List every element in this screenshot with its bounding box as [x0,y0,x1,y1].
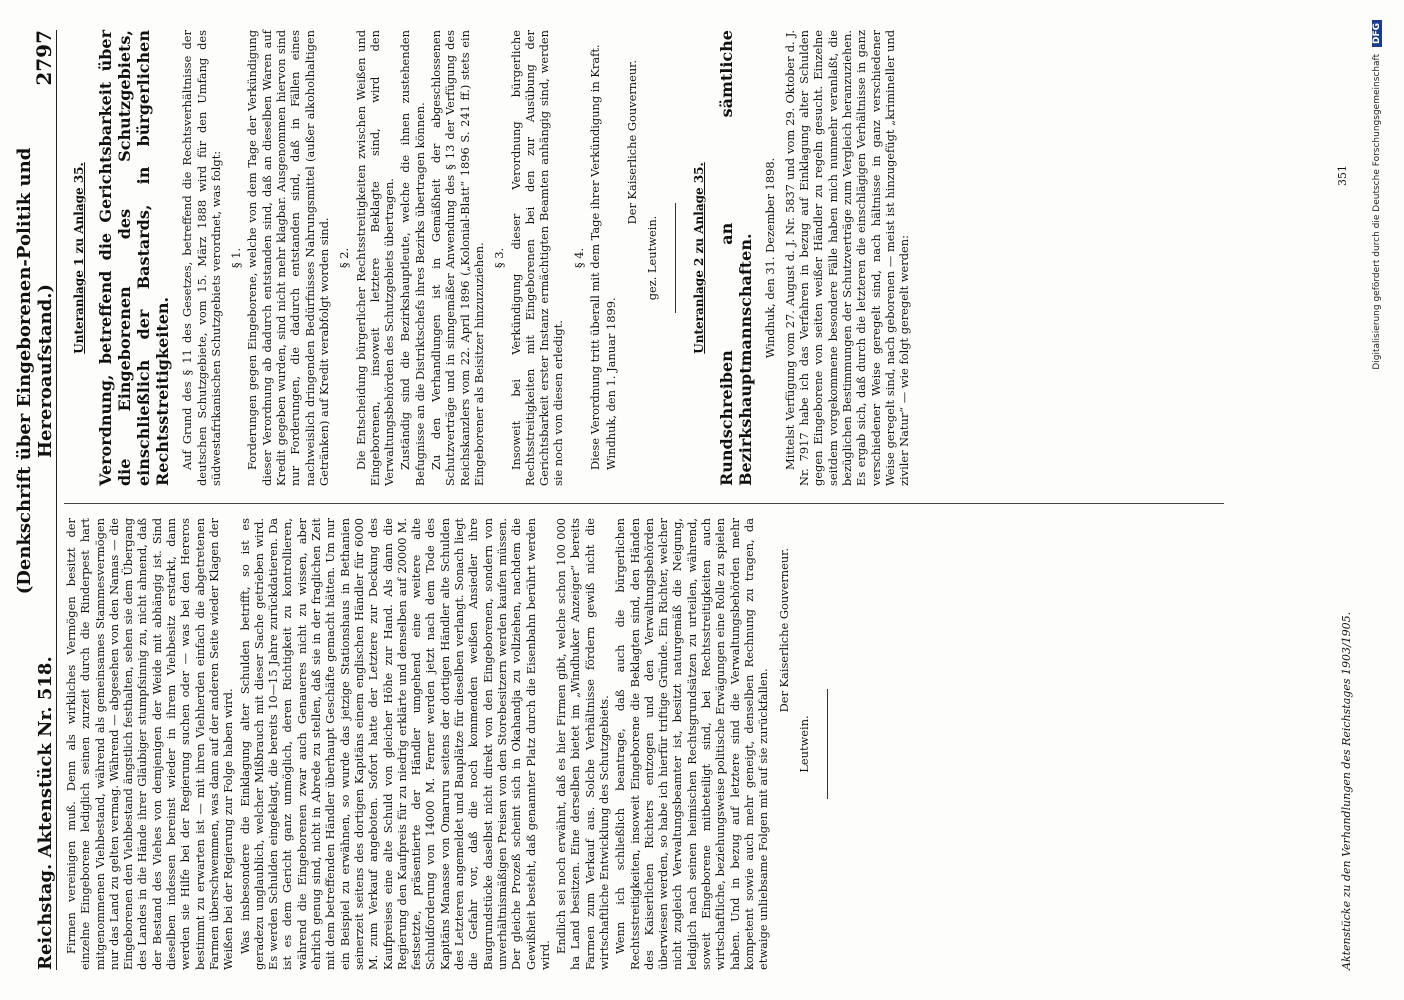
paragraph: Die Entscheidung bürgerlicher Rechtsstreitigkeiten zwischen Weißen und Eingeborenen, insoweit letztere Beklagte sind, wird den Verwaltungsbehörden des Schutzgebiets übertragen. [353,30,397,486]
left-column [64,518,844,970]
paragraph: Wenn ich schließlich beantrage, daß auch die bürgerlichen Rechtsstreitigkeiten, insoweit Eingeborene die Beklagten sind, den Händen des Kaiserlichen Richters entzogen und den Verwaltungsbehörden überwiesen werden, so habe ich hierfür triftige Gründe. Ein Richter, welcher nicht zugleich Verwaltungsbeamter ist, besitzt naturgemäß die Neigung, lediglich nach seinen heimischen Rechtsgrundsätzen zu urteilen, während, soweit Eingeborene mitbeteiligt sind, bei Rechtsstreitigkeiten auch wirtschaftliche, beziehungsweise politische Erwägungen eine Rolle zu spielen haben. Und in bezug auf letztere sind die Verwaltungsbehörden mehr kompetent sowie auch mehr geneigt, denselben Rechnung zu tragen, da etwaige unliebsame Folgen mit auf sie zurückfallen. [613,518,771,970]
signature-title: Der Kaiserliche Gouverneur. [624,60,639,225]
paragraph: Endlich sei noch erwähnt, daß es hier Firmen gibt, welche schon 100 000 ha Land besitzen. Eine derselben bietet im „Windhuker Anzeiger“ bereits Farmen zum Verkauf aus. Solche Verhältnisse fördern gewiß nicht die wirtschaftliche Entwicklung des Schutzgebiets. [554,518,611,970]
circular-title: Rundschreiben an sämtliche Bezirkshauptmannschaften. [716,30,755,486]
signature-name: Leutwein. [796,715,811,773]
paragraph: Zuständig sind die Bezirkshauptleute, welche die ihnen zustehenden Befugnisse an die Distriktschefs ihres Bezirks übertragen können. [398,30,427,486]
section-heading: § 3. [492,247,507,269]
funding-text: Digitalisierung gefördert durch die Deutsche Forschungsgemeinschaft [1372,53,1382,370]
annex-heading: Unteranlage 1 zu Anlage 35. [72,162,86,354]
paragraph: Diese Verordnung tritt überall mit dem Tage ihrer Verkündigung in Kraft. [588,44,603,470]
divider [675,203,676,313]
funding-note [1372,20,1382,980]
paragraph: Was insbesondere die Einklagung alter Schulden betrifft, so ist es geradezu unglaublich, welcher Mißbrauch mit dieser Sache getrieben wird. Es werden Schulden eingeklagt, die bereits 10—15 Jahre zurückdatieren. Da ist es dem Gericht ganz unmöglich, deren Richtigkeit zu kontrollieren, während die Eingeborenen zwar auch Genaueres nicht zu wissen, aber ehrlich genug sind, nicht in Abrede zu stellen, daß sie in der fraglichen Zeit mit dem betreffenden Händler überhaupt Geschäfte gemacht hätten. Um nur ein Beispiel zu erwähnen, so wurde das jetzige Stationshaus in Bethanien seinerzeit seitens des dortigen Kapitäns einem englischen Händler für 6000 M. zum Verkauf angeboten. Sofort hatte der Letztere zur Deckung des Kaufpreises eine alte Schuld von gleicher Höhe zur Hand. Als dann die Regierung den Kaufpreis für zu niedrig erklärte und denselben auf 20000 M. festsetzte, präsentierte der Händler umgehend eine weitere alte Schuldforderung von 14000 M. Ferner werden jetzt nach dem Tode des Kapitäns Manasse von Omaruru seitens der dortigen Händler alte Schulden des Letzteren angemeldet und Bauplätze für dieselben verlangt. Sonach liegt die Gefahr vor, daß die noch kommenden weißen Ansiedler ihre Baugrundstücke daselbst nicht direkt von den Eingeborenen, sondern von unverhältnismäßigen Preisen von den Storebesitzern werden kaufen müssen. Der gleiche Prozeß scheint sich in Okahandja zu vollziehen, nachdem die Gewißheit besteht, daß genannter Platz durch die Eisenbahn berührt werden wird. [237,518,552,970]
paragraph: Firmen vereinigen muß. Denn als wirkliches Vermögen besitzt der einzelne Eingeborene lediglich seinen zurzeit durch die Rinderpest hart mitgenommenen Viehbestand, während als gemeinsames Stammesvermögen nur das Land zu gelten vermag. Während — abgesehen von den Namas — die Eingeborenen den Viehbestand ängstlich festhalten, sehen sie dem Übergang des Landes in die Hände ihrer Gläubiger stumpfsinnig zu, nicht ahnend, daß der Bestand des Viehes von demjenigen der Weide mit abhängig ist. Sind dieselben indessen bereinst wieder in ihrem Viehbesitz erstarkt, dann werden sie Hilfe bei der Regierung suchen oder — was bei den Hereros bestimmt zu erwarten ist — mit ihren Viehherden einfach die abgetretenen Farmen überschwemmen, was dann auf der anderen Seite wieder Klagen der Weißen bei der Regierung zur Folge haben wird. [64,518,236,970]
header-left: Reichstag. Aktenstück Nr. 518. [35,656,56,970]
paragraph: Insoweit bei Verkündigung dieser Verordnung bürgerliche Rechtsstreitigkeiten mit Eingeborenen bei den zur Ausübung der Gerichtsbarkeit erster Instanz ermächtigten Beamten anhängig sind, werden sie noch von diesen erledigt. [508,30,566,486]
paragraph: Forderungen gegen Eingeborene, welche von dem Tage der Verkündigung dieser Verordnung ab dadurch entstanden sind, daß an dieselben Waren auf Kredit gegeben wurden, sind nicht mehr klagbar. Ausgenommen hiervon sind nur Forderungen, die dadurch entstanden sind, daß in Fällen eines nachweislich dringenden Bedürfnisses Nahrungsmittel (außer alkoholhaltigen Getränken) auf Kredit verabfolgt worden sind. [245,30,331,486]
column-divider [64,503,1224,504]
footer-source: Aktenstücke zu den Verhandlungen des Reichstages 1903/1905. [1340,611,1353,970]
section-heading: § 1. [229,247,244,269]
divider [827,689,828,799]
annex-heading: Unteranlage 2 zu Anlage 35. [692,162,707,354]
page-number: 2797 [32,30,56,86]
dfg-logo: DFG [1372,20,1382,47]
paragraph: Zu den Verhandlungen ist in Gemäßheit der abgeschlossenen Schutzverträge und in sinngemäßer Anwendung des § 13 der Verfügung des Reichskanzlers vom 22. April 1896 („Kolonial-Blatt“ 1896 S. 241 ff.) stets ein Eingeborener als Beisitzer hinzuzuziehen. [429,30,486,486]
date-line: Windhuk, den 1. Januar 1899. [604,297,619,470]
section-heading: § 4. [571,247,586,269]
date-line: Windhuk, den 31. Dezember 1898. [762,157,777,359]
running-header [14,30,57,970]
footer-number: 351 [1336,165,1349,186]
right-column [64,30,913,486]
section-heading: § 2. [337,247,352,269]
header-center: (Denkschrift über Eingeborenen-Politik und Hereroaufstand.) [14,147,56,595]
signature-title: Der Kaiserliche Gouverneur. [776,548,791,713]
ordinance-title: Verordnung, betreffend die Gerichtsbarkeit über die Eingeborenen des Schutzgebiets, einschließlich der Bastards, in bürgerlichen Rechtsstreitigkeiten. [96,30,173,486]
paragraph: Mittelst Verfügung vom 27. August d. J. Nr. 5837 und vom 29. Oktober d. J. Nr. 7917 habe ich das Verfahren in bezug auf Einklagung alter Schulden gegen Eingeborene von seiten weißer Händler zu regeln gesucht. Einzelne seitdem vorgekommene besondere Fälle haben mich nunmehr veranlaßt, die bezüglichen Bestimmungen der Schutzverträge zum Vergleich heranzuziehen. Es ergab sich, daß durch die letzteren die einschlägigen Verhältnisse in ganz verschiedener Weise geregelt sind, nach hältnisse in ganz verschiedener Weise geregelt sind, nach geborenen — meist ist hinzugefügt „krimineller und ziviler Natur“ — wie folgt geregelt werden: [782,30,912,486]
paragraph: Auf Grund des § 11 des Gesetzes, betreffend die Rechtsverhältnisse der deutschen Schutzgebiete, vom 15. März 1888 wird für den Umfang des südwestafrikanischen Schutzgebiets verordnet, was folgt: [180,30,223,486]
signature-name: gez. Leutwein. [644,215,659,301]
